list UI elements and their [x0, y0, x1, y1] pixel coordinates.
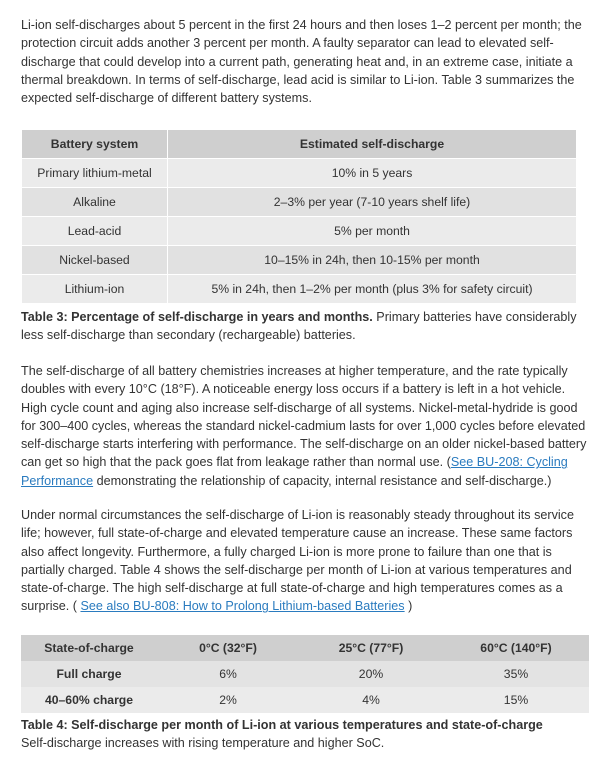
link-bu-208-cycling-performance[interactable]: See BU-208: Cycling Performance — [21, 455, 568, 488]
table4-row-label: 40–60% charge — [21, 687, 157, 713]
table4-header-25c: 25°C (77°F) — [299, 635, 443, 661]
table3-cell: 10–15% in 24h, then 10-15% per month — [168, 246, 577, 275]
table-row — [22, 275, 577, 304]
table3-cell: Lithium-ion — [22, 275, 168, 304]
paragraph2-text-after: demonstrating the relationship of capacity, internal resistance and self-discharge.) — [93, 473, 552, 488]
table3-cell: Alkaline — [22, 188, 168, 217]
table4-caption — [21, 716, 593, 753]
table4-cell: 15% — [443, 687, 589, 713]
table3-header-battery-system: Battery system — [22, 130, 168, 159]
table3-cell: 2–3% per year (7-10 years shelf life) — [168, 188, 577, 217]
table4-row-label: Full charge — [21, 661, 157, 687]
table4-cell: 4% — [299, 687, 443, 713]
table3-cell: 5% in 24h, then 1–2% per month (plus 3% for safety circuit) — [168, 275, 577, 304]
table-row — [21, 661, 589, 687]
table4-header-0c: 0°C (32°F) — [157, 635, 299, 661]
table4-caption-title: Table 4: Self-discharge per month of Li-ion at various temperatures and state-of-charge — [21, 718, 543, 732]
paragraph2-text: The self-discharge of all battery chemistries increases at higher temperature, and the rate typically doubles with every 10°C (18°F). A noticeable energy loss occurs if a battery is left in a hot vehicle. High cycle count and aging also increase self-discharge of all systems. Nickel-metal-hydride is good for 300–400 cycles, whereas the standard nickel-cadmium lasts for over 1,000 cycles before elevated self-discharge starts interfering with performance. The self-discharge on an older nickel-based battery can get so high that the pack goes flat from leakage rather than normal use. ( — [21, 364, 587, 470]
table4-cell: 2% — [157, 687, 299, 713]
table3-cell: 10% in 5 years — [168, 159, 577, 188]
paragraph-li-ion-normal-circumstances — [21, 506, 593, 616]
table4-caption-text: Self-discharge increases with rising temperature and higher SoC. — [21, 736, 385, 751]
table3-cell: Lead-acid — [22, 217, 168, 246]
table-row — [22, 217, 577, 246]
paragraph-li-ion-self-discharge: Li-ion self-discharges about 5 percent in the first 24 hours and then loses 1–2 percent per month; the protection circuit adds another 3 percent per month. A faulty separator can lead to elevated self-discharge that could develop into a current path, generating heat and, in an extreme case, initiate a thermal breakdown. In terms of self-discharge, lead acid is similar to Li-ion. Table 3 summarizes the expected self-discharge of different battery systems. — [21, 18, 582, 106]
table-row — [22, 188, 577, 217]
paragraph3-text-after: ) — [404, 599, 413, 614]
table3-caption-title: Table 3: Percentage of self-discharge in years and months. — [21, 310, 373, 324]
table-row — [21, 687, 589, 713]
table-row — [22, 159, 577, 188]
table-row — [22, 246, 577, 275]
table4-header-state-of-charge: State-of-charge — [21, 635, 157, 661]
table3-cell: 5% per month — [168, 217, 577, 246]
table-li-ion-self-discharge-temperature — [21, 635, 589, 713]
table3-cell: Nickel-based — [22, 246, 168, 275]
table4-cell: 20% — [299, 661, 443, 687]
paragraph3-text: Under normal circumstances the self-discharge of Li-ion is reasonably steady throughout its service life; however, full state-of-charge and elevated temperature cause an increase. These same factors also affect longevity. Furthermore, a fully charged Li-ion is more prone to failure than one that is partially charged. Table 4 shows the self-discharge per month of Li-ion at various temperatures and state-of-charge. The high self-discharge at full state-of-charge and high temperatures comes as a surprise. ( — [21, 508, 574, 614]
link-bu-808-prolong-lithium-batteries[interactable]: See also BU-808: How to Prolong Lithium-based Batteries — [80, 599, 405, 614]
table3-header-estimated-self-discharge: Estimated self-discharge — [168, 130, 577, 159]
table4-cell: 6% — [157, 661, 299, 687]
table3-caption-text: Primary batteries have considerably less self-discharge than secondary (rechargeable) batteries. — [21, 310, 577, 343]
paragraph-temperature-effects — [21, 362, 593, 490]
table3-cell: Primary lithium-metal — [22, 159, 168, 188]
table4-header-60c: 60°C (140°F) — [443, 635, 589, 661]
table-self-discharge-battery-systems — [21, 129, 577, 304]
table4-cell: 35% — [443, 661, 589, 687]
table3-caption — [21, 308, 593, 345]
